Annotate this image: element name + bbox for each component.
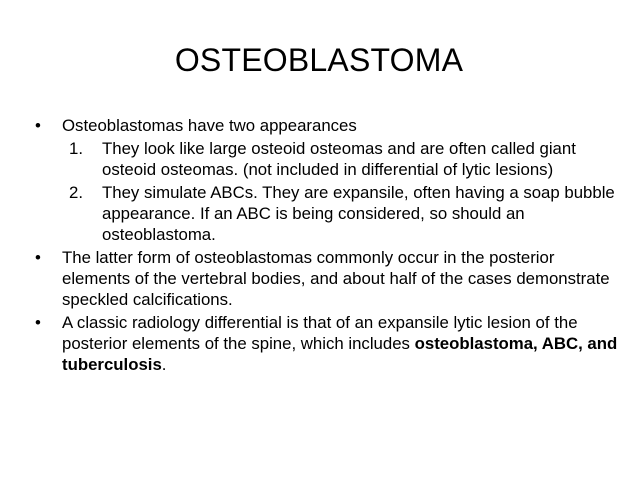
numbered-item [32, 138, 622, 180]
numbered-item [32, 182, 622, 245]
slide-title: OSTEOBLASTOMA [174, 42, 464, 78]
bullet-text-bold: osteoblastoma, ABC, and tuberculosis [62, 334, 618, 374]
item-text: They simulate ABCs. They are expansile, often having a soap bubble appearance. If an ABC is being considered, so should an osteoblastoma. [102, 183, 615, 244]
bullet-text-pre: A classic radiology differential is that of an expansile lytic lesion of the posterior elements of the spine, which includes [62, 313, 578, 353]
slide-body [32, 115, 622, 377]
item-number: 1. [69, 139, 83, 158]
item-number: 2. [69, 183, 83, 202]
bullet-text: Osteoblastomas have two appearances [62, 116, 357, 135]
bullet-item [32, 115, 622, 136]
bullet-text-post: . [161, 355, 167, 374]
bullet-marker: • [35, 313, 41, 332]
bullet-text: The latter form of osteoblastomas commonly occur in the posterior elements of the vertebral bodies, and about half of the cases demonstrate speckled calcifications. [62, 248, 610, 309]
bullet-item [32, 247, 622, 310]
bullet-marker: • [35, 248, 41, 267]
bullet-marker: • [35, 116, 41, 135]
bullet-item [32, 312, 622, 375]
item-text: They look like large osteoid osteomas and are often called giant osteoid osteomas. (not included in differential of lytic lesions) [102, 139, 576, 179]
numbered-list [32, 138, 622, 245]
